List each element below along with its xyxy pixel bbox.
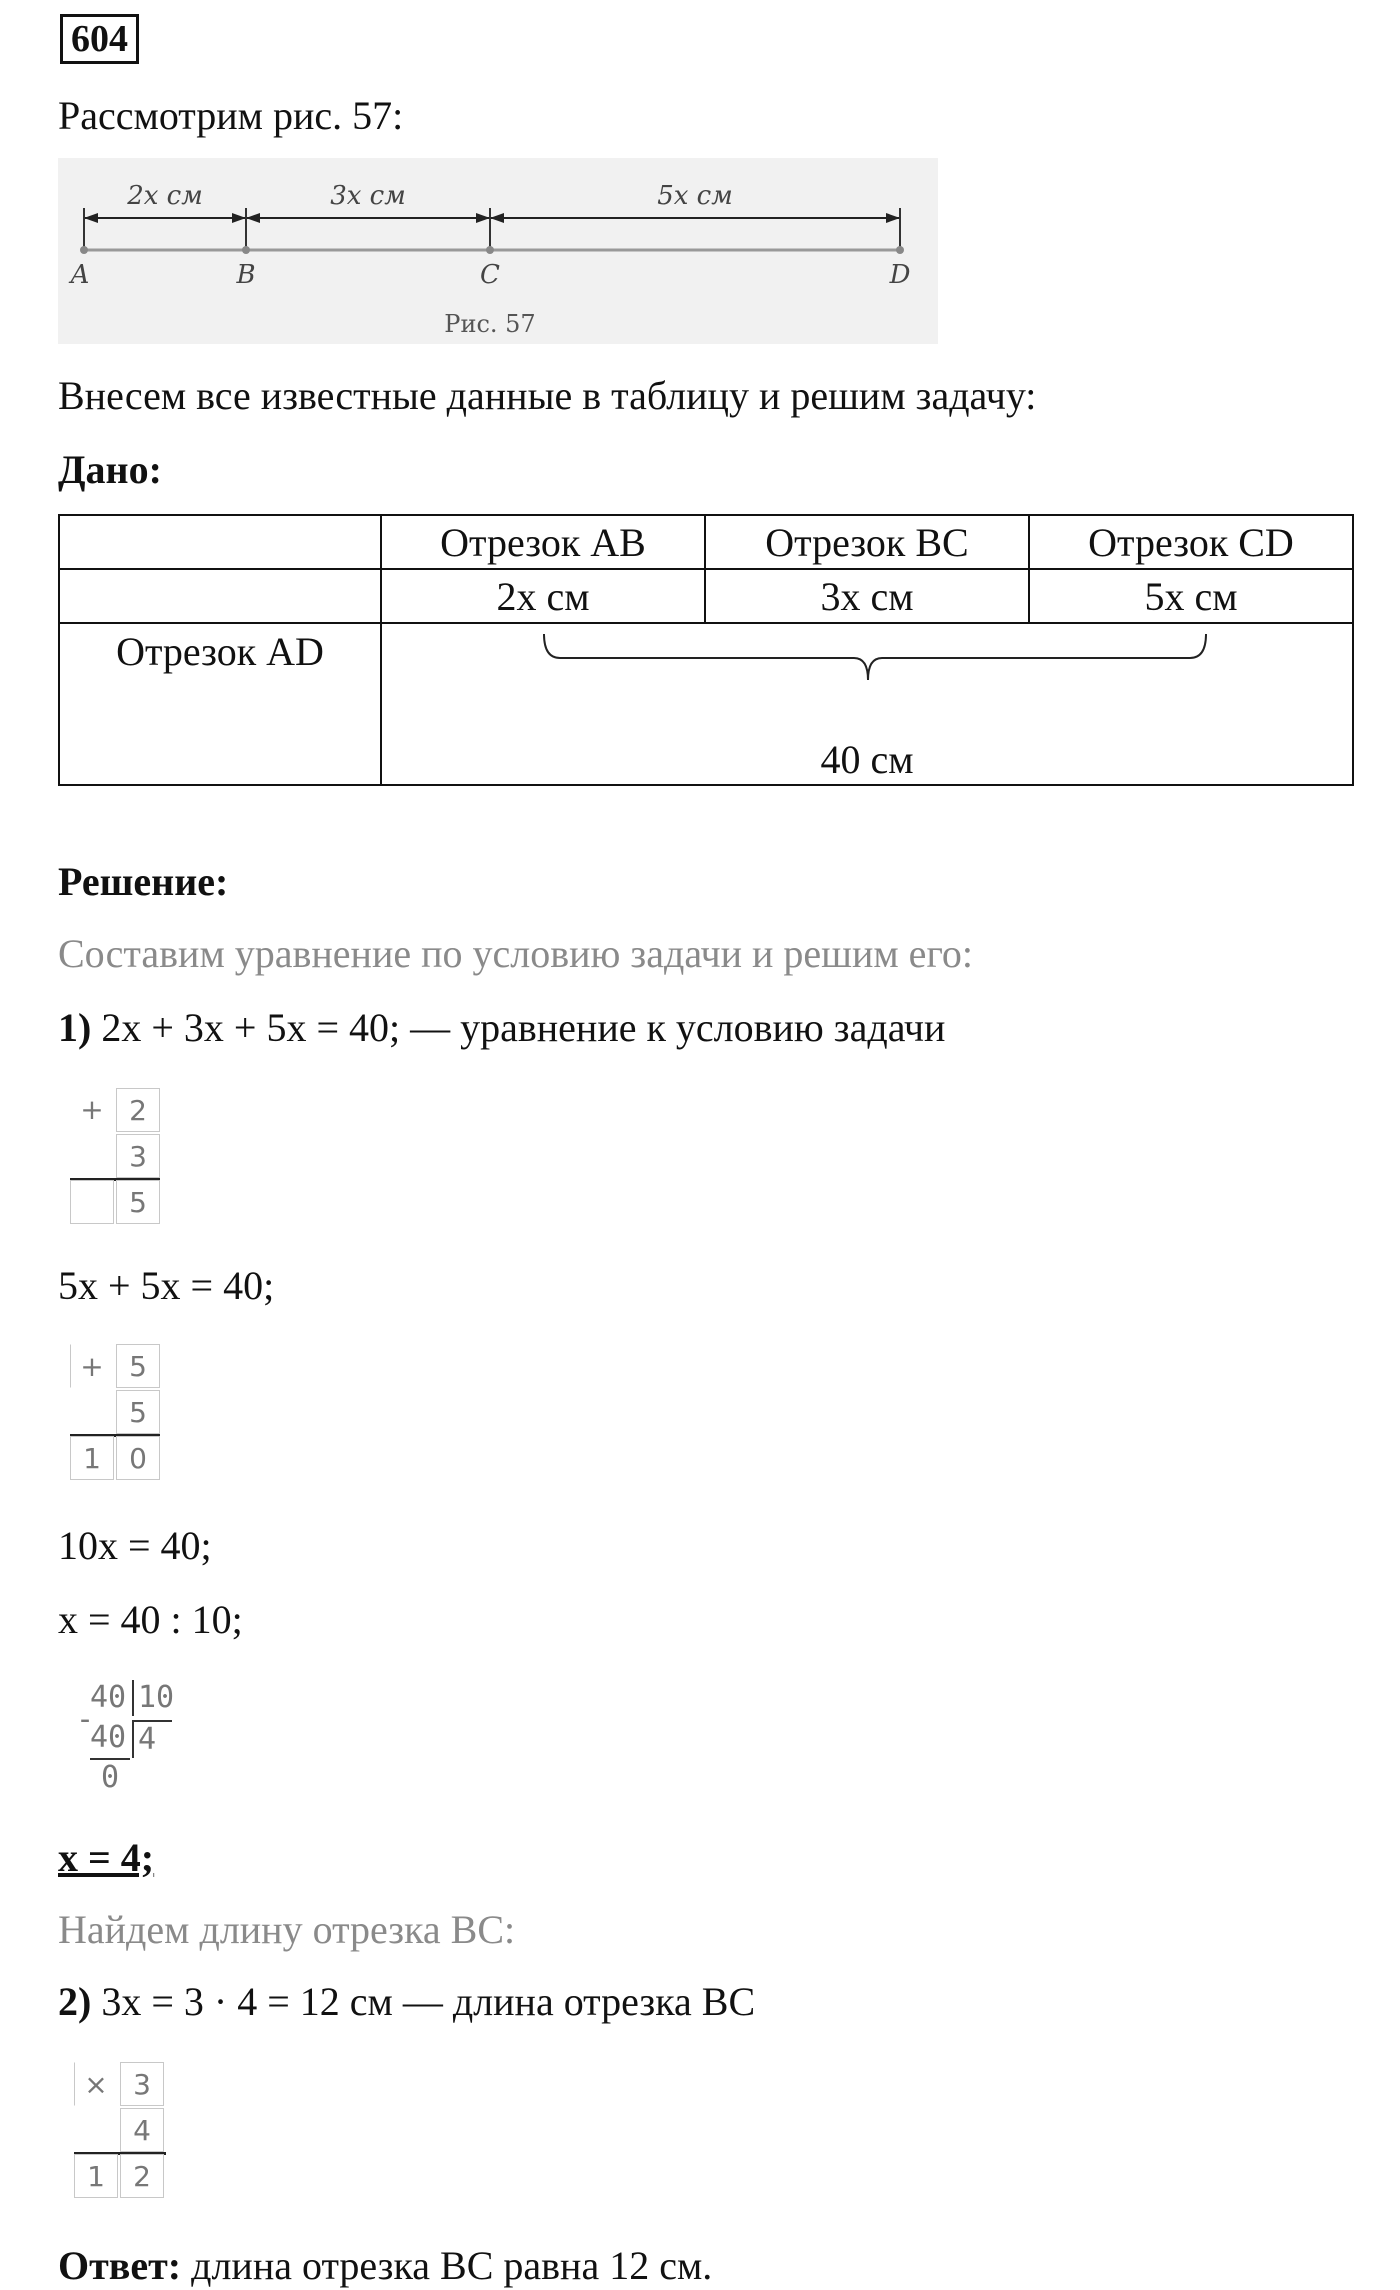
figure-caption: Рис. 57 <box>444 310 536 338</box>
table-corner-cell <box>59 515 381 569</box>
equation-3: 10x = 40; <box>58 1523 212 1568</box>
digit-cell: 1 <box>74 2154 118 2198</box>
multiplication-grid <box>74 2062 166 2198</box>
table-value-ab: 2x см <box>381 569 705 623</box>
given-table <box>58 514 1354 786</box>
given-label: Дано: <box>58 447 162 492</box>
times-sign: × <box>74 2062 118 2106</box>
table-value-cd: 5x см <box>1029 569 1353 623</box>
minus-sign: - <box>76 1702 95 1737</box>
equation-2: 5x + 5x = 40; <box>58 1263 275 1308</box>
point-label-c: C <box>480 260 500 290</box>
intro-text: Рассмотрим рис. 57: <box>58 93 404 138</box>
point-a <box>80 246 88 254</box>
segment-label-ab: 2x см <box>127 181 203 211</box>
digit-cell: 2 <box>116 1088 160 1132</box>
divisor: 10 <box>132 1680 174 1716</box>
addition-grid-1 <box>70 1088 160 1224</box>
point-label-a: A <box>70 260 90 290</box>
digit-cell: 4 <box>120 2108 164 2152</box>
segment-figure <box>58 158 938 344</box>
digit-cell: 3 <box>116 1134 160 1178</box>
step-intro-1: Составим уравнение по условию задачи и решим его: <box>58 931 973 976</box>
point-label-b: B <box>236 260 256 290</box>
digit-cell: 1 <box>70 1436 114 1480</box>
table-header-ab: Отрезок AB <box>381 515 705 569</box>
empty-cell <box>70 1180 114 1224</box>
table-row-label-ad: Отрезок AD <box>59 623 381 785</box>
digit-cell: 5 <box>116 1390 160 1434</box>
digit-cell: 2 <box>120 2154 164 2198</box>
segment-label-cd: 5x см <box>657 181 733 211</box>
step-1: 1) 2x + 3x + 5x = 40; — уравнение к условию задачи <box>58 1005 946 1050</box>
step-2: 2) 3x = 3 · 4 = 12 см — длина отрезка BC <box>58 1979 756 2024</box>
step-intro-2: Найдем длину отрезка BC: <box>58 1907 516 1952</box>
point-label-d: D <box>889 260 911 290</box>
table-header-bc: Отрезок BC <box>705 515 1029 569</box>
equation-4: x = 40 : 10; <box>58 1597 243 1642</box>
table-header-cd: Отрезок CD <box>1029 515 1353 569</box>
addition-grid-2 <box>70 1344 160 1480</box>
long-division <box>70 1680 190 1800</box>
point-d <box>896 246 904 254</box>
table-total-cell <box>381 623 1353 785</box>
segment-label-bc: 3x см <box>330 181 406 211</box>
plus-sign: + <box>80 1093 104 1126</box>
segment-diagram <box>58 158 938 344</box>
task-number: 604 <box>60 14 139 64</box>
table-total-value: 40 см <box>820 737 914 782</box>
digit-cell: 0 <box>116 1436 160 1480</box>
quotient: 4 <box>132 1720 172 1758</box>
point-c <box>486 246 494 254</box>
solution-label: Решение: <box>58 859 229 904</box>
table-empty-cell <box>59 569 381 623</box>
digit-cell: 5 <box>116 1180 160 1224</box>
plus-sign: + <box>70 1344 114 1388</box>
answer: Ответ: длина отрезка BC равна 12 см. <box>58 2243 713 2288</box>
remainder: 0 <box>90 1758 130 1796</box>
dividend: 40 <box>90 1680 127 1715</box>
digit-cell: 3 <box>120 2062 164 2106</box>
x-result: x = 4; <box>58 1835 155 1880</box>
digit-cell: 5 <box>116 1344 160 1388</box>
table-value-bc: 3x см <box>705 569 1029 623</box>
table-intro-text: Внесем все известные данные в таблицу и решим задачу: <box>58 373 1037 418</box>
subtrahend: 40 <box>90 1720 127 1755</box>
point-b <box>242 246 250 254</box>
